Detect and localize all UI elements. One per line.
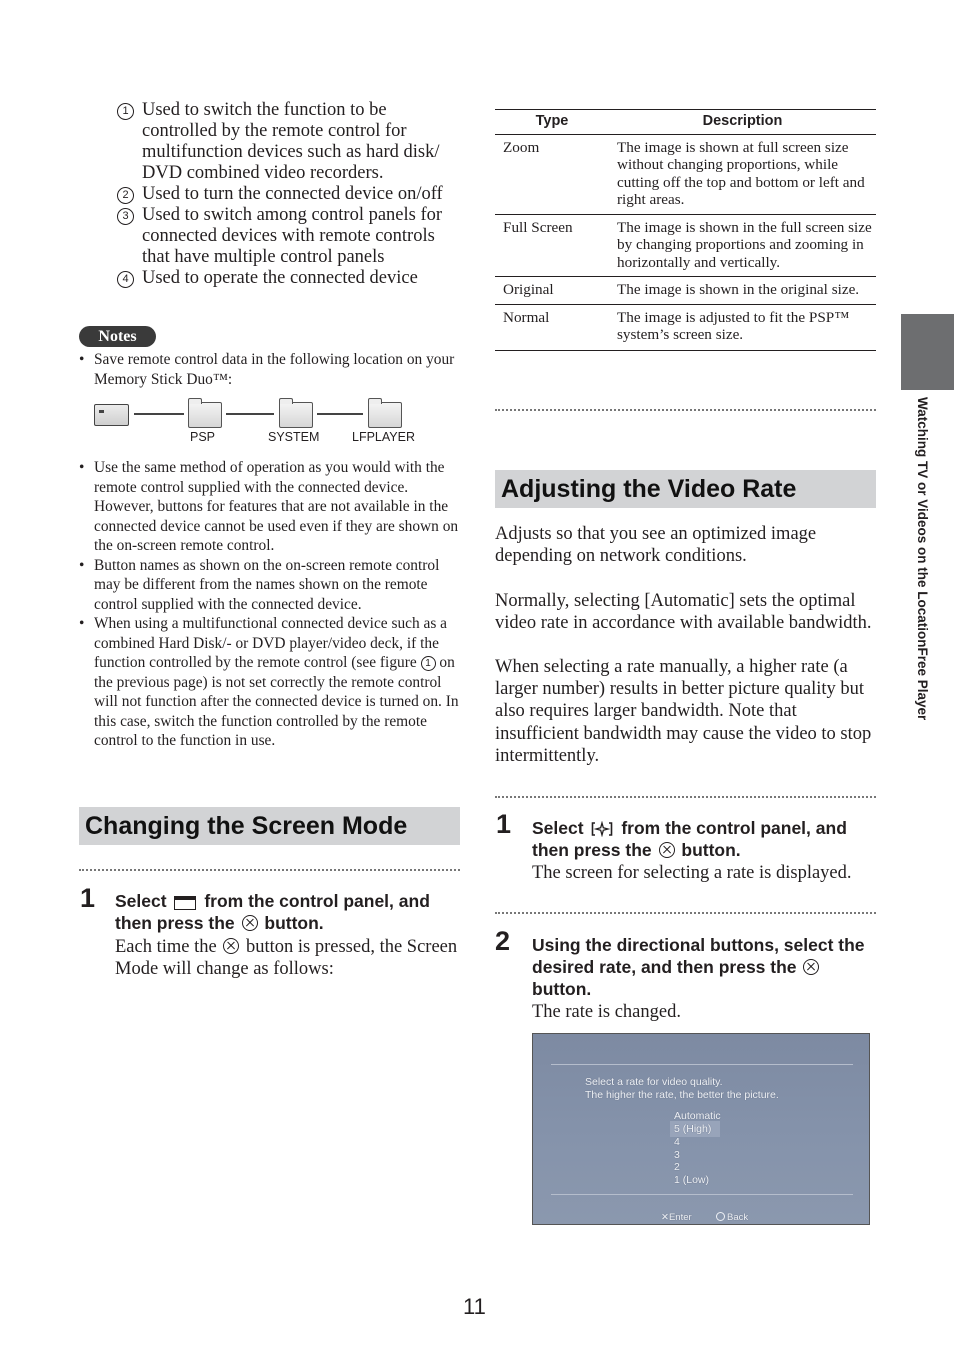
rate-option[interactable]: 4: [674, 1136, 680, 1148]
table-row: [495, 214, 876, 277]
type-cell: Normal: [495, 304, 609, 350]
description-cell: The image is shown at full screen size without changing proportions, while cutting off the top and bottom or left and right areas.: [609, 134, 876, 214]
list-item: [79, 458, 459, 556]
dotted-divider: [495, 409, 876, 411]
circled-number: 3: [117, 208, 134, 225]
cross-icon: ✕: [661, 1212, 669, 1223]
table-row: [495, 134, 876, 214]
type-cell: Full Screen: [495, 214, 609, 277]
bullet-icon: •: [79, 459, 85, 476]
list-item: [115, 268, 465, 289]
step-body: Each time the button is pressed, the Screen Mode will change as follows:: [115, 937, 458, 979]
video-rate-icon: [591, 821, 613, 837]
description-cell: The image is shown in the original size.: [609, 277, 876, 305]
bullet-icon: •: [79, 351, 85, 368]
table-header-row: [495, 110, 876, 135]
note-text: Use the same method of operation as you would with the remote control supplied with the connected device. However, buttons for features that are not available in the connected device cannot be used even if they are shown on the on-screen remote control.: [94, 459, 459, 554]
cross-button-icon: [223, 938, 239, 954]
side-tab-label: Watching TV or Videos on the LocationFree Player: [915, 397, 930, 721]
step-body: The rate is changed.: [532, 1002, 681, 1022]
dotted-divider: [495, 796, 876, 798]
note-text: Save remote control data in the following location on your Memory Stick Duo™:: [94, 351, 455, 388]
screen-instruction: Select a rate for video quality.: [585, 1076, 723, 1088]
enter-hint: ✕Enter: [661, 1212, 692, 1223]
type-cell: Original: [495, 277, 609, 305]
cross-button-icon: [659, 842, 675, 858]
description-cell: The image is shown in the full screen size by changing proportions and zooming in horizontally and vertically.: [609, 214, 876, 277]
section-heading-video-rate: Adjusting the Video Rate: [495, 470, 876, 508]
folder-icon: [188, 402, 222, 428]
paragraph: Normally, selecting [Automatic] sets the optimal video rate in accordance with available bandwidth.: [495, 591, 872, 634]
bullet-icon: •: [79, 615, 85, 632]
step-title: Select from the control panel, and then press the button.: [532, 818, 847, 860]
rate-option[interactable]: Automatic: [674, 1110, 721, 1122]
back-hint: Back: [716, 1212, 748, 1223]
list-item-text: Used to turn the connected device on/off: [142, 184, 443, 204]
circled-number: 1: [421, 656, 436, 671]
paragraph: Adjusts so that you see an optimized image depending on network conditions.: [495, 524, 817, 567]
folder-path-diagram: [94, 396, 434, 446]
note-text: Button names as shown on the on-screen remote control may be different from the names shown on the remote control supplied with the connected device.: [94, 556, 440, 613]
list-item-text: Used to operate the connected device: [142, 268, 418, 288]
list-item: [115, 100, 465, 184]
notes-bullets: [79, 458, 459, 751]
step-number: 1: [496, 809, 512, 839]
side-tab-marker: [901, 314, 954, 390]
numbered-list: [115, 100, 465, 289]
rate-option[interactable]: 1 (Low): [674, 1174, 710, 1186]
divider-line: [551, 1064, 853, 1065]
circled-number: 1: [117, 103, 134, 120]
section-heading-screen-mode: Changing the Screen Mode: [79, 807, 460, 845]
note-text: When using a multifunctional connected device such as a combined Hard Disk/- or DVD player/video deck, if the function controlled by the remote control (see figure 1 on the previous page) is not set correctly the remote control will not function after the connected device is turned on. In this case, switch the function controlled by the remote control to the function in use.: [94, 615, 459, 749]
folder-label-system: SYSTEM: [268, 430, 320, 444]
folder-label-lfplayer: LFPLAYER: [352, 430, 415, 444]
type-cell: Zoom: [495, 134, 609, 214]
column-header-description: Description: [609, 110, 876, 135]
rate-option[interactable]: 3: [674, 1149, 680, 1161]
psp-rate-screenshot: [532, 1033, 870, 1225]
circled-number: 4: [117, 271, 134, 288]
notes-first-bullet: [79, 350, 459, 389]
step-title: Select from the control panel, and then press the button.: [115, 891, 430, 933]
circle-icon: [716, 1212, 725, 1221]
screen-instruction: The higher the rate, the better the picture.: [585, 1089, 779, 1101]
table-row: [495, 277, 876, 305]
step-body: The screen for selecting a rate is displayed.: [532, 863, 852, 883]
cross-button-icon: [242, 915, 258, 931]
cross-button-icon: [803, 959, 819, 975]
bullet-icon: •: [79, 556, 85, 574]
folder-icon: [279, 402, 313, 428]
step-number: 2: [495, 926, 511, 956]
folder-label-psp: PSP: [190, 430, 216, 444]
rate-option[interactable]: 2: [674, 1161, 680, 1173]
list-item: [79, 614, 459, 751]
rate-option-selected[interactable]: 5 (High): [674, 1123, 712, 1135]
column-header-type: Type: [495, 110, 609, 135]
list-item-text: Used to switch the function to be controlled by the remote control for multifunction devices such as hard disk/ DVD combined video recorders.: [142, 100, 440, 183]
dotted-divider: [79, 869, 460, 871]
step-number: 1: [80, 883, 96, 913]
path-connector: [226, 413, 274, 415]
screen-mode-icon: [174, 896, 196, 910]
paragraph: When selecting a rate manually, a higher rate (a larger number) results in better picture quality but also requires larger bandwidth. Note that insufficient bandwidth may cause the video to stop intermittently.: [495, 657, 872, 766]
screen-mode-table: [495, 109, 876, 351]
divider-line: [551, 1194, 853, 1195]
list-item: [79, 556, 459, 615]
list-item: [115, 184, 465, 205]
list-item: [115, 205, 465, 268]
notes-badge: Notes: [79, 326, 156, 347]
folder-icon: [368, 402, 402, 428]
page-number: 11: [463, 1294, 486, 1319]
path-connector: [134, 413, 184, 415]
description-cell: The image is adjusted to fit the PSP™ system’s screen size.: [609, 304, 876, 350]
dotted-divider: [495, 912, 876, 914]
list-item-text: Used to switch among control panels for connected devices with remote controls that have multiple control panels: [142, 205, 443, 267]
list-item: [79, 350, 459, 389]
table-row: [495, 304, 876, 350]
circled-number: 2: [117, 187, 134, 204]
memory-stick-icon: [94, 404, 129, 426]
step-title: Using the directional buttons, select the desired rate, and then press the button.: [532, 935, 865, 999]
path-connector: [317, 413, 363, 415]
